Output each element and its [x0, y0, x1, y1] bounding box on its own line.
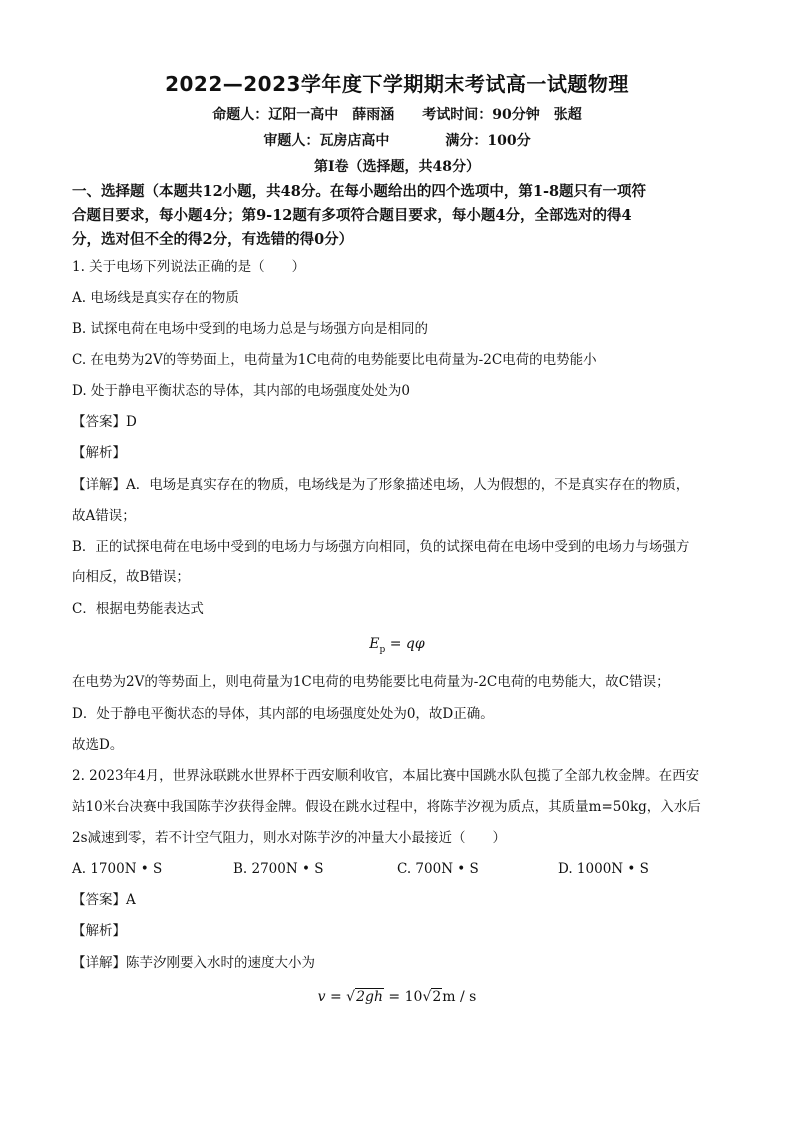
question-1-answer: 【答案】D — [72, 414, 137, 430]
question-2-analysis-label: 【解析】 — [72, 923, 126, 939]
formula-mid: = 10 — [383, 989, 423, 1005]
velocity-formula — [0, 989, 794, 1005]
formula-rhs: = qφ — [385, 636, 425, 652]
question-1-stem: 1. 关于电场下列说法正确的是（ ） — [72, 259, 306, 275]
question-1-detail-line: 故A错误； — [72, 508, 136, 524]
question-1-option-d: D. 处于静电平衡状态的导体，其内部的电场强度处处为0 — [72, 383, 411, 399]
question-2-answer: 【答案】A — [72, 892, 136, 908]
question-1-detail-line: 向相反，故B错误； — [72, 569, 190, 585]
sqrt-radicand: 2 — [432, 989, 442, 1005]
sqrt-symbol: √ — [422, 989, 432, 1005]
formula-unit: m / s — [442, 989, 477, 1005]
question-2-stem-line: 2. 2023年4月，世界泳联跳水世界杯于西安顺利收官，本届比赛中国跳水队包揽了全部九枚金牌。在西安 — [72, 768, 700, 784]
sqrt-symbol: √ — [346, 989, 356, 1005]
question-1-after-line: D．处于静电平衡状态的导体，其内部的电场强度处处为0，故D正确。 — [72, 706, 494, 722]
question-1-after-line: 故选D。 — [72, 737, 124, 753]
section-instructions-line-3: 分，选对但不全的得2分，有选错的得0分） — [72, 231, 354, 248]
reviewer-line: 审题人：瓦房店高中 满分：100分 — [263, 133, 531, 149]
author-line: 命题人：辽阳一高中 薛雨涵 考试时间：90分钟 张超 — [212, 107, 582, 123]
question-2-stem-line: 2s减速到零，若不计空气阻力，则水对陈芋汐的冲量大小最接近（ ） — [72, 830, 507, 846]
question-1-option-b: B. 试探电荷在电场中受到的电场力总是与场强方向是相同的 — [72, 321, 429, 337]
question-1-detail-line: B．正的试探电荷在电场中受到的电场力与场强方向相同，负的试探电荷在电场中受到的电场力与场强方 — [72, 539, 690, 555]
section-instructions-line-2: 合题目要求，每小题4分；第9-12题有多项符合题目要求，每小题4分，全部选对的得4 — [72, 207, 632, 224]
page-title: 2022—2023学年度下学期期末考试高一试题物理 — [165, 72, 629, 96]
question-2-detail: 【详解】陈芋汐刚要入水时的速度大小为 — [72, 955, 315, 971]
formula-subscript: p — [379, 644, 386, 655]
question-1-option-a: A. 电场线是真实存在的物质 — [72, 290, 239, 306]
question-1-detail-line: 【详解】A．电场是真实存在的物质，电场线是为了形象描述电场，人为假想的，不是真实存在的物质， — [72, 477, 690, 493]
part-heading: 第Ⅰ卷（选择题，共48分） — [313, 159, 481, 175]
question-2-option-c: C. 700N • S — [397, 861, 479, 877]
question-2-option-b: B. 2700N • S — [233, 861, 324, 877]
question-1-analysis-label: 【解析】 — [72, 445, 126, 461]
question-2-stem-line: 站10米台决赛中我国陈芋汐获得金牌。假设在跳水过程中，将陈芋汐视为质点，其质量m=50kg，入水后 — [72, 799, 701, 815]
question-1-after-line: 在电势为2V的等势面上，则电荷量为1C电荷的电势能要比电荷量为-2C电荷的电势能大，故C错误； — [72, 674, 670, 690]
sqrt-radicand: 2gh — [356, 989, 383, 1005]
formula-lhs: E — [369, 636, 380, 652]
section-instructions-line-1: 一、选择题（本题共12小题，共48分。在每小题给出的四个选项中，第1-8题只有一项符 — [72, 183, 647, 200]
question-2-option-a: A. 1700N • S — [72, 861, 163, 877]
formula-lhs: v = — [317, 989, 347, 1005]
question-1-option-c: C. 在电势为2V的等势面上，电荷量为1C电荷的电势能要比电荷量为-2C电荷的电势能小 — [72, 352, 597, 368]
question-2-option-d: D. 1000N • S — [558, 861, 649, 877]
question-1-detail-line: C．根据电势能表达式 — [72, 601, 204, 617]
potential-energy-formula — [0, 636, 794, 655]
